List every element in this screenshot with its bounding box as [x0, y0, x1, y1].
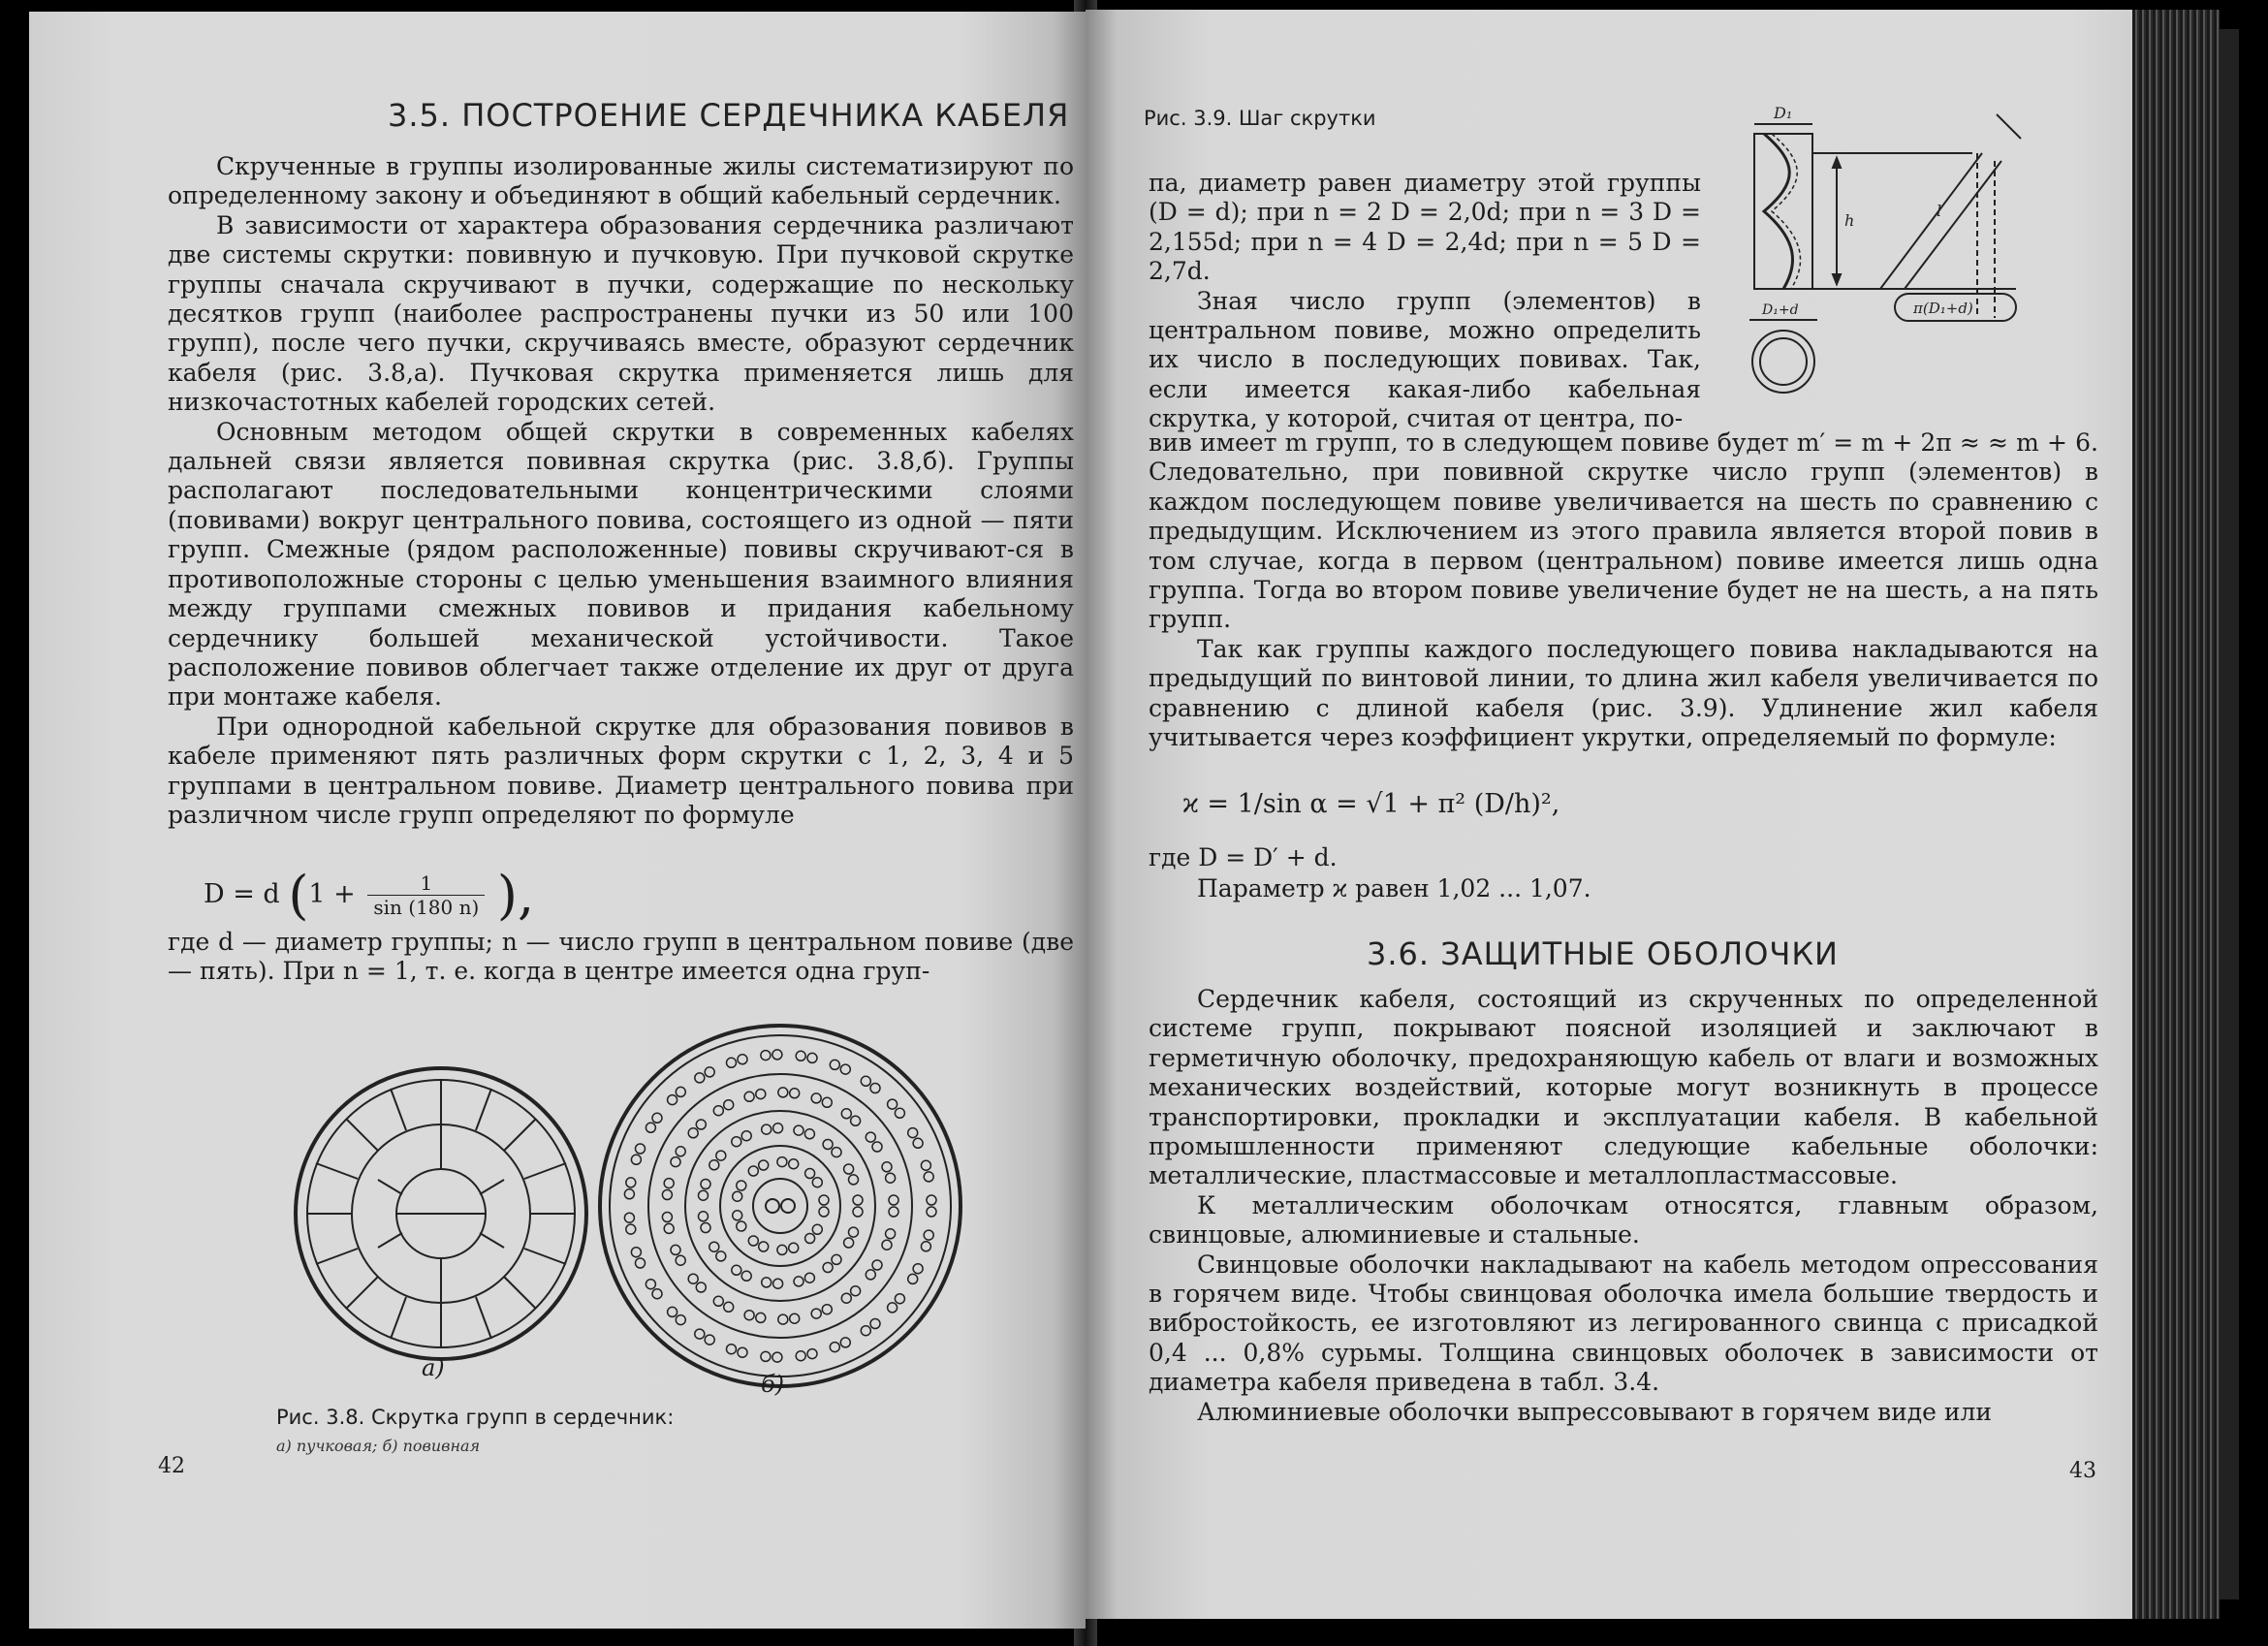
- conductor-circle: [759, 1242, 769, 1251]
- conductor-circle: [652, 1113, 662, 1123]
- conductor-circle: [748, 1166, 758, 1176]
- right-section-text: [1149, 985, 2098, 1427]
- formula-lhs: D = d: [204, 879, 280, 909]
- conductor-circle: [624, 1189, 634, 1199]
- conductor-circle: [664, 1223, 674, 1233]
- conductor-circle: [927, 1195, 936, 1205]
- conductor-circle: [762, 1124, 772, 1134]
- conductor-circle: [796, 1351, 805, 1361]
- conductor-circle: [889, 1195, 898, 1205]
- figure-layer-stranding: [596, 1022, 964, 1390]
- figure-label-a: а): [422, 1354, 445, 1381]
- book-page-edges: [2132, 10, 2220, 1619]
- conductor-circle: [832, 1254, 841, 1264]
- conductor-circle: [921, 1242, 930, 1251]
- conductor-circle: [794, 1277, 803, 1286]
- conductor-circle: [908, 1274, 918, 1283]
- conductor-circle: [759, 1160, 769, 1170]
- conductor-circle: [789, 1159, 799, 1169]
- conductor-circle: [886, 1229, 896, 1239]
- conductor-circle: [812, 1224, 822, 1234]
- conductor-circle: [662, 1213, 672, 1222]
- conductor-circle: [676, 1147, 685, 1156]
- conductor-circle: [748, 1236, 758, 1246]
- formula-denominator: sin (180 n): [373, 896, 480, 919]
- conductor-circle: [732, 1137, 741, 1147]
- conductor-circle: [727, 1345, 737, 1354]
- conductor-circle: [882, 1162, 892, 1172]
- page-number-right: 43: [2069, 1459, 2096, 1483]
- conductor-circle: [807, 1053, 817, 1062]
- conductor-circle: [724, 1302, 734, 1312]
- conductor-circle: [778, 1088, 788, 1097]
- label-d1: D₁: [1774, 104, 1793, 122]
- conductor-circle: [866, 1270, 875, 1280]
- left-page: [29, 12, 1086, 1629]
- figure-bunch-stranding: [291, 1063, 591, 1364]
- conductor-circle: [841, 1109, 851, 1119]
- paragraph: В зависимости от характера образования сердечника различают две системы скрутки: повивную и пучковую. При пучковой скрутке группы сначала скручивают в пучки, содержащие по нескольку десятков групп (наиболее распространены пучки из 50 или 100 групп), после чего пучки, скручиваясь вместе, образуют сердечник кабеля (рис. 3.8,а). Пучковая скрутка применяется лишь для низкочастотных кабелей городских сетей.: [168, 210, 1074, 417]
- conductor-circle: [741, 1271, 751, 1281]
- conductor-circle: [631, 1248, 641, 1257]
- paragraph: К металлическим оболочкам относятся, главным образом, свинцовые, алюминиевые и стальные.: [1149, 1190, 2098, 1250]
- conductor-circle: [811, 1093, 821, 1103]
- figure-caption-3-9: Рис. 3.9. Шаг скрутки: [1144, 107, 1376, 130]
- conductor-circle: [713, 1106, 723, 1116]
- conductor-circle: [927, 1207, 936, 1217]
- conductor-circle: [732, 1265, 741, 1275]
- figure-lay-length-diagram: [1706, 95, 2113, 415]
- page-number-left: 42: [158, 1454, 185, 1478]
- conductor-circle: [744, 1092, 754, 1101]
- conductor-circle: [790, 1314, 800, 1323]
- conductor-circle: [701, 1180, 710, 1189]
- conductor-circle: [688, 1128, 698, 1138]
- section-title-3-5: 3.5. ПОСТРОЕНИЕ СЕРДЕЧНИКА КАБЕЛЯ: [388, 97, 1070, 134]
- conductor-circle: [756, 1090, 766, 1099]
- conductor-circle: [662, 1190, 672, 1200]
- conductor-circle: [664, 1179, 674, 1188]
- formula-lay-factor: ϰ = 1/sin α = √1 + π² (D/h)²,: [1182, 789, 1560, 819]
- conductor-circle: [773, 1279, 783, 1288]
- conductor-circle: [646, 1280, 655, 1289]
- conductor-circle: [804, 1129, 814, 1139]
- conductor-circle: [636, 1258, 646, 1268]
- conductor-circle: [626, 1224, 636, 1234]
- conductor-circle: [671, 1157, 680, 1167]
- conductor-circle: [888, 1099, 898, 1109]
- conductor-circle: [777, 1157, 787, 1167]
- conductor-circle: [832, 1148, 841, 1157]
- label-d1-plus-d: D₁+d: [1762, 302, 1799, 318]
- conductor-circle: [705, 1335, 714, 1345]
- label-h: h: [1844, 211, 1855, 230]
- book-cover-edge: [2220, 29, 2239, 1599]
- conductor-circle: [773, 1124, 783, 1133]
- conductor-circle: [861, 1076, 870, 1086]
- paragraph: Свинцовые оболочки накладывают на кабель методом опрессования в горячем виде. Чтобы свинцовая оболочка имела большие твердость и вибростойкость, ее изготовляют из легированного свинца с присадкой 0,4 ... 0,8% сурьмы. Толщина свинцовых оболочек в зависимости от диаметра кабеля приведена в табл. 3.4.: [1149, 1250, 2098, 1397]
- conductor-circle: [646, 1123, 655, 1132]
- conductor-circle: [830, 1343, 839, 1352]
- conductor-circle: [756, 1313, 766, 1322]
- paragraph: Алюминиевые оболочки выпрессовывают в горячем виде или: [1197, 1397, 1993, 1426]
- conductor-circle: [830, 1060, 839, 1069]
- conductor-circle: [761, 1051, 771, 1060]
- conductor-circle: [761, 1351, 771, 1361]
- conductor-circle: [741, 1131, 751, 1141]
- after-formula-text: где d — диаметр группы; n — число групп в центральном повиве (две — пять). При n = 1, т. е. когда в центре имеется одна груп-: [168, 928, 1074, 986]
- conductor-circle: [671, 1245, 680, 1254]
- formula-trail: ),: [496, 865, 535, 926]
- conductor-circle: [841, 1293, 851, 1303]
- conductor-circle: [822, 1305, 832, 1314]
- conductor-circle: [888, 1303, 898, 1313]
- conductor-circle: [840, 1338, 850, 1347]
- conductor-circle: [676, 1087, 685, 1096]
- conductor-circle: [872, 1260, 882, 1270]
- conductor-circle: [886, 1173, 896, 1183]
- right-page: [1086, 10, 2132, 1619]
- paragraph: Основным методом общей скрутки в современных кабелях дальней связи является повивная скрутка (рис. 3.8,б). Группы располагают последовательными концентрическими слоями (повивами) вокруг центрального повива, состоящего из одной — пяти групп. Смежные (рядом расположенные) повивы скручивают-ся в противоположные стороны с целью уменьшения взаимного влияния между группами смежных повивов и придания кабельному сердечнику большей механической устойчивости. Такое расположение повивов облегчает также отделение их друг от друга при монтаже кабеля.: [168, 417, 1074, 712]
- conductor-circle: [737, 1181, 746, 1190]
- conductor-circle: [744, 1311, 754, 1320]
- conductor-circle: [840, 1064, 850, 1074]
- conductor-circle: [733, 1191, 742, 1201]
- conductor-circle: [870, 1319, 880, 1329]
- conductor-circle: [921, 1160, 930, 1170]
- figure-caption-3-8: Рис. 3.8. Скрутка групп в сердечник:: [276, 1406, 675, 1429]
- conductor-circle: [724, 1100, 734, 1110]
- conductor-circle: [709, 1242, 719, 1251]
- conductor-circle: [844, 1238, 854, 1248]
- conductor-circle: [807, 1349, 817, 1359]
- conductor-circle: [913, 1264, 923, 1274]
- conductor-circle: [688, 1274, 698, 1283]
- conductor-circle: [895, 1108, 904, 1118]
- conductor-circle: [822, 1097, 832, 1107]
- conductor-circle: [924, 1172, 933, 1182]
- center-conductor-circle: [766, 1199, 779, 1213]
- conductor-circle: [631, 1155, 641, 1164]
- label-circumference: π(D₁+d): [1913, 300, 1973, 317]
- conductor-circle: [733, 1211, 742, 1220]
- paragraph: па, диаметр равен диаметру этой группы (D = d); при n = 2 D = 2,0d; при n = 3 D = 2,155d; при n = 4 D = 2,4d; при n = 5 D = 2,7d.: [1149, 169, 1701, 286]
- conductor-circle: [695, 1073, 705, 1083]
- paragraph: Так как группы каждого последующего повива накладываются на предыдущий по винтовой линии, то длина жил кабеля увеличивается по сравнению с длиной кабеля (рис. 3.9). Удлинение жил кабеля учитывается через коэффициент укрутки, определяемый по формуле:: [1149, 634, 2098, 752]
- conductor-circle: [851, 1116, 861, 1125]
- conductor-circle: [699, 1212, 709, 1221]
- conductor-circle: [870, 1084, 880, 1093]
- conductor-circle: [737, 1221, 746, 1231]
- paragraph: При однородной кабельной скрутке для образования повивов в кабеле применяют пять различных форм скрутки с 1, 2, 3, 4 и 5 группами в центральном повиве. Диаметр центрального повива при различном числе групп определяют по формуле: [168, 712, 1074, 829]
- conductor-circle: [861, 1326, 870, 1336]
- conductor-circle: [676, 1315, 685, 1325]
- conductor-circle: [872, 1142, 882, 1152]
- center-conductor-circle: [781, 1199, 795, 1213]
- conductor-circle: [811, 1309, 821, 1318]
- conductor-circle: [849, 1175, 859, 1185]
- conductor-circle: [851, 1286, 861, 1296]
- conductor-circle: [716, 1251, 726, 1261]
- conductor-circle: [849, 1227, 859, 1237]
- section-title-3-6: 3.6. ЗАЩИТНЫЕ ОБОЛОЧКИ: [1367, 935, 1839, 972]
- conductor-circle: [668, 1307, 677, 1316]
- conductor-circle: [790, 1089, 800, 1098]
- conductor-circle: [727, 1058, 737, 1067]
- conductor-circle: [889, 1207, 898, 1217]
- formula-numerator: 1: [367, 871, 485, 896]
- conductor-circle: [738, 1347, 747, 1357]
- conductor-circle: [701, 1223, 710, 1233]
- conductor-circle: [772, 1352, 782, 1362]
- formula-where: где D = D′ + d.: [1149, 843, 1338, 871]
- figure-label-b: б): [761, 1371, 785, 1398]
- conductor-circle: [853, 1207, 863, 1217]
- conductor-circle: [819, 1207, 829, 1217]
- conductor-circle: [812, 1178, 822, 1187]
- conductor-circle: [823, 1263, 833, 1273]
- conductor-circle: [709, 1160, 719, 1170]
- conductor-circle: [626, 1178, 636, 1187]
- paragraph: Сердечник кабеля, состоящий из скрученных по определенной системе групп, покрывают поясной изоляцией и заключают в герметичную оболочку, предохраняющую кабель от влаги и возможных механических воздействий, которые могут возникнуть в процессе транспортировки, прокладки и эксплуатации кабеля. В кабельной промышленности применяют следующие кабельные оболочки: металлические, пластмассовые и металлопластмассовые.: [1149, 985, 2098, 1190]
- conductor-circle: [696, 1120, 706, 1129]
- conductor-circle: [676, 1255, 685, 1265]
- conductor-circle: [713, 1296, 723, 1306]
- conductor-circle: [789, 1243, 799, 1252]
- conductor-circle: [777, 1245, 787, 1254]
- conductor-circle: [696, 1282, 706, 1292]
- conductor-circle: [823, 1140, 833, 1150]
- conductor-circle: [882, 1240, 892, 1250]
- figure-subcaption-3-8: а) пучковая; б) повивная: [276, 1437, 481, 1455]
- paragraph: Зная число групп (элементов) в центральном повиве, можно определить их число в последующих повивах. Так, если имеется какая-либо кабельная скрутка, у которой, считая от центра, по-: [1149, 286, 1701, 433]
- conductor-circle: [699, 1190, 709, 1200]
- paragraph: Скрученные в группы изолированные жилы систематизируют по определенному закону и объединяют в общий кабельный сердечник.: [168, 152, 1074, 210]
- right-main-text: [1149, 428, 2098, 752]
- parameter-range: Параметр ϰ равен 1,02 ... 1,07.: [1197, 874, 1591, 902]
- conductor-circle: [636, 1144, 646, 1154]
- conductor-circle: [895, 1294, 904, 1304]
- conductor-circle: [762, 1278, 772, 1287]
- conductor-circle: [738, 1055, 747, 1064]
- conductor-circle: [924, 1230, 933, 1240]
- label-l: l: [1937, 202, 1942, 220]
- formula-central-diameter: D = d (1 + $\frac{1}{\sin (180 n)}$ ),: [204, 865, 535, 926]
- conductor-circle: [804, 1273, 814, 1282]
- conductor-circle: [819, 1195, 829, 1205]
- conductor-circle: [772, 1050, 782, 1060]
- right-top-text: [1149, 169, 1701, 434]
- conductor-circle: [853, 1195, 863, 1205]
- conductor-circle: [716, 1151, 726, 1160]
- left-text-block: [168, 152, 1074, 830]
- conductor-circle: [652, 1289, 662, 1299]
- conductor-circle: [778, 1314, 788, 1324]
- conductor-circle: [794, 1125, 803, 1135]
- conductor-circle: [624, 1213, 634, 1222]
- conductor-circle: [866, 1132, 875, 1142]
- conductor-circle: [705, 1067, 714, 1077]
- conductor-circle: [844, 1164, 854, 1174]
- conductor-circle: [908, 1128, 918, 1138]
- conductor-circle: [805, 1234, 815, 1244]
- conductor-circle: [796, 1051, 805, 1060]
- conductor-circle: [668, 1095, 677, 1105]
- conductor-circle: [695, 1329, 705, 1339]
- paragraph: вив имеет m групп, то в следующем повиве будет m′ = m + 2π ≈ ≈ m + 6. Следовательно, при повивной скрутке число групп (элементов) в каждом последующем повиве увеличивается на шесть по сравнению с предыдущим. Исключением из этого правила является второй повив в том случае, когда в первом (центральном) повиве имеется лишь одна группа. Тогда во втором повиве увеличение будет не на шесть, а на пять групп.: [1149, 428, 2098, 634]
- conductor-circle: [805, 1169, 815, 1179]
- conductor-circle: [913, 1138, 923, 1148]
